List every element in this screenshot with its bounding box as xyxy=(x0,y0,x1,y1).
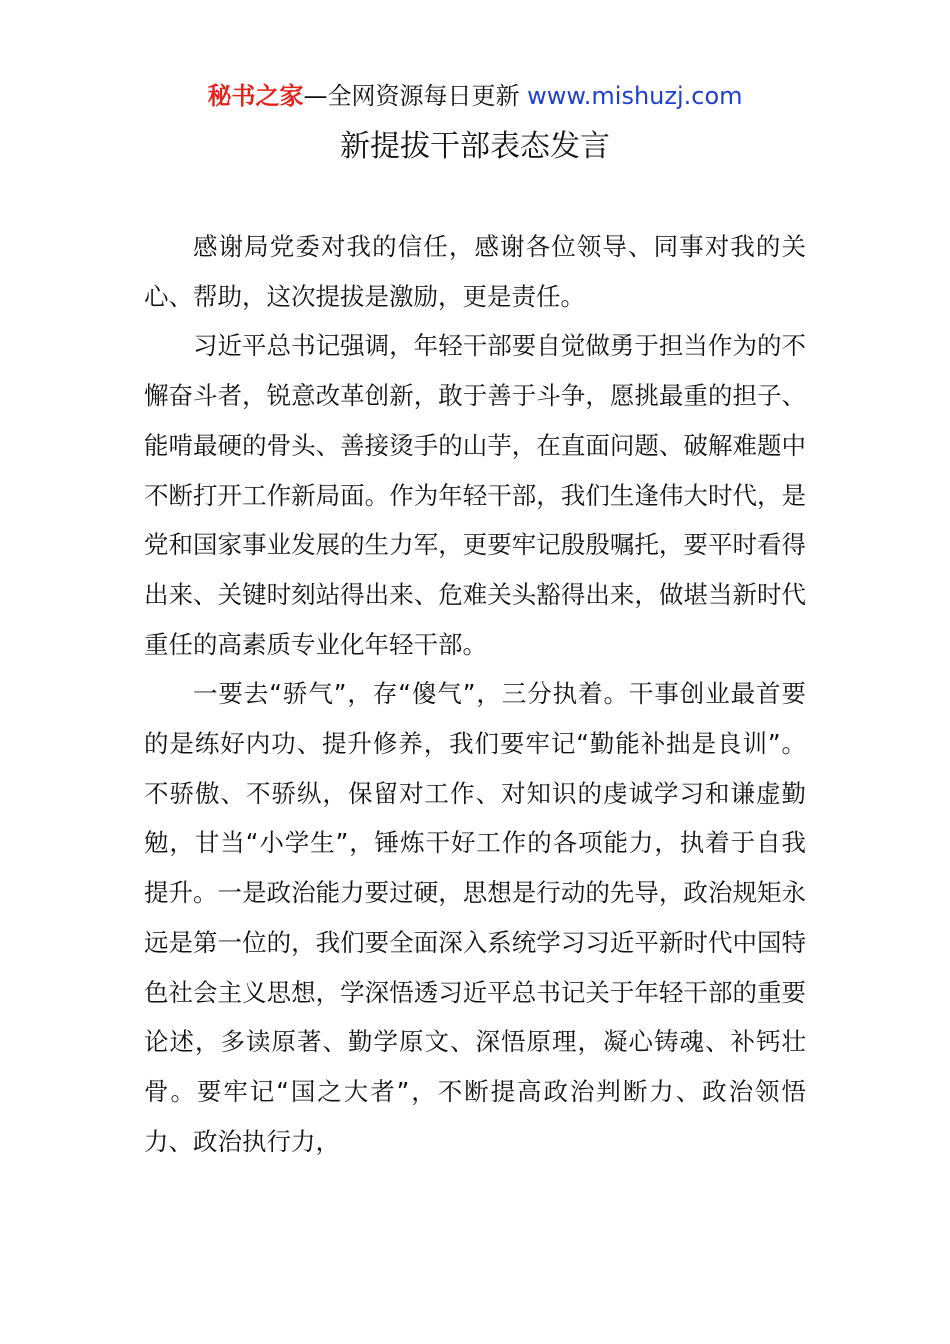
paragraph-2: 习近平总书记强调，年轻干部要自觉做勇于担当作为的不懈奋斗者，锐意改革创新，敢于善于斗争，愿挑最重的担子、能啃最硬的骨头、善接烫手的山芋，在直面问题、破解难题中不断打开工作新局面。作为年轻干部，我们生逢伟大时代，是党和国家事业发展的生力军，更要牢记殷殷嘱托，要平时看得出来、关键时刻站得出来、危难关头豁得出来，做堪当新时代重任的高素质专业化年轻干部。 xyxy=(144,331,806,659)
document-title: 新提拔干部表态发言 xyxy=(340,129,610,164)
paragraph-1: 感谢局党委对我的信任，感谢各位领导、同事对我的关心、帮助，这次提拔是激励，更是责任。 xyxy=(144,232,806,311)
brand-name: 秘书之家 xyxy=(207,82,304,110)
document-body xyxy=(144,222,806,1166)
paragraph-3: 一要去“骄气”，存“傻气”，三分执着。干事创业最首要的是练好内功、提升修养，我们要牢记“勤能补拙是良训”。不骄傲、不骄纵，保留对工作、对知识的虔诚学习和谦虚勤勉，甘当“小学生”，锤炼干好工作的各项能力，执着于自我提升。一是政治能力要过硬，思想是行动的先导，政治规矩永远是第一位的，我们要全面深入系统学习习近平新时代中国特色社会主义思想，学深悟透习近平总书记关于年轻干部的重要论述，多读原著、勤学原文、深悟原理，凝心铸魂、补钙壮骨。要牢记“国之大者”，不断提高政治判断力、政治领悟力、政治执行力， xyxy=(144,679,806,1156)
site-header xyxy=(0,80,950,112)
site-url-link[interactable]: www.mishuzj.com xyxy=(527,82,743,110)
site-slogan: —全网资源每日更新 xyxy=(303,82,520,110)
